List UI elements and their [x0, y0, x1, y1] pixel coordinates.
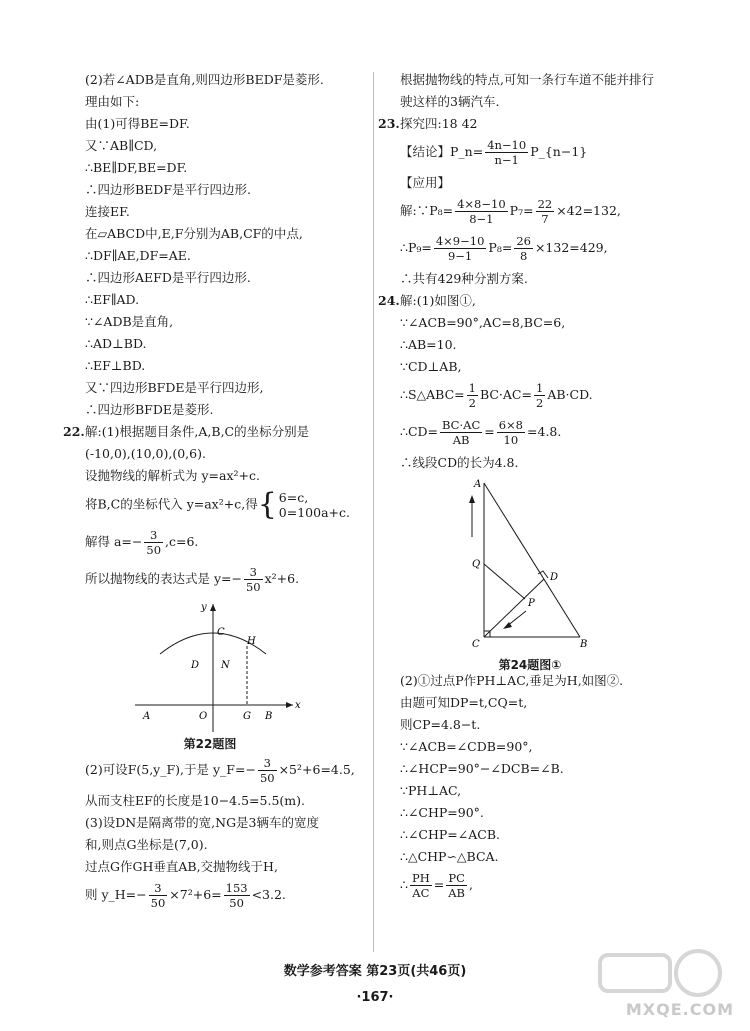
point-p-label: P [528, 598, 535, 609]
q23-solution1: 解:∵P₈= $\frac{4\times 8-10}{8-1}$ P₇= $\frac{22}{7}$ ×42=132, [400, 197, 621, 226]
axis-y-label: y [201, 602, 207, 613]
fraction: $\frac{PC}{AB}$ [448, 871, 465, 900]
fraction: $\frac{4n-10}{n-1}$ [487, 138, 527, 167]
q24-line2: ∵∠ACB=90°,AC=8,BC=6, [400, 315, 566, 330]
q21-line: ∴EF∥AD. [85, 292, 140, 307]
figure-22-caption: 第22题图 [183, 737, 237, 751]
right-column [378, 72, 670, 908]
q24-part2-line3: 则CP=4.8−t. [400, 717, 481, 732]
figure-22 [135, 602, 335, 752]
q21-line: 又∵四边形BFDE是平行四边形, [85, 380, 264, 395]
fraction: $\frac{BC\cdot AC}{AB}$ [442, 418, 481, 447]
fraction: $\frac{153}{50}$ [225, 881, 248, 910]
q24-part2-line1: (2)①过点P作PH⊥AC,垂足为H,如图②. [400, 673, 624, 688]
q22-part3-line4: 则 y_H=− $\frac{3}{50}$ ×7²+6= $\frac{153}{50}$ <3.2. [85, 881, 286, 910]
q22-continued-line2: 驶这样的3辆汽车. [400, 94, 500, 109]
q24-part2-line6: ∵PH⊥AC, [400, 783, 462, 798]
q24-part2-line5: ∴∠HCP=90°−∠DCB=∠B. [400, 761, 564, 776]
page-number: ·167· [356, 990, 394, 1005]
watermark-logo-icon [580, 945, 740, 1005]
left-column [63, 72, 365, 918]
point-b-label: B [580, 639, 588, 650]
origin-label: O [199, 711, 208, 722]
q21-line: ∴AD⊥BD. [85, 336, 147, 351]
q21-line: ∴DF∥AE,DF=AE. [85, 248, 191, 263]
q22-part3-line1: (3)设DN是隔离带的宽,NG是3辆车的宽度 [85, 815, 320, 830]
q23-line1: 23.探究四:18 42 [378, 116, 478, 131]
parabola-diagram [135, 602, 335, 732]
q24-part2-line8: ∴∠CHP=∠ACB. [400, 827, 500, 842]
q22-line3: 设抛物线的解析式为 y=ax²+c. [85, 468, 260, 483]
q22-solve-a: 解得 a=− $\frac{3}{50}$ ,c=6. [85, 528, 199, 557]
point-d-label: D [191, 660, 200, 671]
fraction: $\frac{3}{50}$ [146, 528, 162, 557]
q24-line4: ∵CD⊥AB, [400, 359, 462, 374]
q21-line: (2)若∠ADB是直角,则四边形BEDF是菱形. [85, 72, 324, 87]
brace-symbol: { [257, 487, 277, 522]
fraction: $\frac{PH}{AC}$ [411, 871, 430, 900]
q24-cd-equation: ∴CD= $\frac{BC\cdot AC}{AB}$ = $\frac{6\times 8}{10}$ =4.8. [400, 418, 562, 447]
q24-line1: 24.解:(1)如图①, [378, 293, 476, 308]
q22-number: 22. [63, 424, 85, 439]
q21-line: ∴EF⊥BD. [85, 358, 146, 373]
fraction: $\frac{1}{2}$ [468, 381, 476, 410]
q24-part2-line9: ∴△CHP∽△BCA. [400, 849, 499, 864]
watermark-text: MXQE.COM [625, 1000, 734, 1019]
q21-line: ∴四边形BFDE是菱形. [85, 402, 214, 417]
point-g-label: G [243, 711, 251, 722]
fraction: $\frac{3}{50}$ [259, 756, 275, 785]
point-q-label: Q [472, 559, 481, 570]
column-divider [373, 72, 374, 952]
q21-line: 在▱ABCD中,E,F分别为AB,CF的中点, [85, 226, 303, 241]
q23-solution3: ∴共有429种分割方案. [400, 271, 528, 286]
q22-line1: 22.解:(1)根据题目条件,A,B,C的坐标分别是 [63, 424, 310, 439]
figure-24 [468, 477, 668, 673]
q22-part2: (2)可设F(5,y_F),于是 y_F=− $\frac{3}{50}$ ×5²+6=4.5, [85, 756, 355, 785]
q24-number: 24. [378, 293, 400, 308]
watermark [580, 945, 740, 1025]
q23-number: 23. [378, 116, 400, 131]
q21-line: 理由如下: [85, 94, 140, 109]
point-b-label: B [265, 711, 273, 722]
q24-part2-line2: 由题可知DP=t,CQ=t, [400, 695, 528, 710]
q21-line: ∴四边形BEDF是平行四边形. [85, 182, 251, 197]
point-h-label: H [247, 636, 256, 647]
point-d-label: D [550, 572, 559, 583]
point-a-label: A [143, 711, 151, 722]
q23-solution2: ∴P₉= $\frac{4\times 9-10}{9-1}$ P₈= $\frac{26}{8}$ ×132=429, [400, 234, 608, 263]
point-n-label: N [221, 660, 230, 671]
q24-area-equation: ∴S△ABC= $\frac{1}{2}$ BC·AC= $\frac{1}{2}$ AB·CD. [400, 381, 593, 410]
q21-line: ∴四边形AEFD是平行四边形. [85, 270, 251, 285]
q21-line: 又∵AB∥CD, [85, 138, 158, 153]
q24-part2-ratio: ∴ $\frac{PH}{AC}$ = $\frac{PC}{AB}$ , [400, 871, 473, 900]
fraction: $\frac{3}{50}$ [245, 565, 261, 594]
footer-title: 数学参考答案 第23页(共46页) [283, 964, 467, 979]
q24-part2-line7: ∴∠CHP=90°. [400, 805, 484, 820]
axis-x-label: x [295, 700, 301, 711]
q23-apply: 【应用】 [400, 175, 451, 190]
point-c-label: C [217, 627, 225, 638]
q21-line: ∴BE∥DF,BE=DF. [85, 160, 188, 175]
fraction: $\frac{26}{8}$ [516, 234, 531, 263]
q22-continued-line1: 根据抛物线的特点,可知一条行车道不能并排行 [400, 72, 654, 87]
q21-line: ∵∠ADB是直角, [85, 314, 174, 329]
figure-24-caption: 第24题图① [498, 658, 562, 672]
fraction: $\frac{1}{2}$ [535, 381, 544, 410]
triangle-diagram [468, 477, 668, 653]
point-a-label: A [474, 479, 482, 490]
q24-part2-line4: ∵∠ACB=∠CDB=90°, [400, 739, 533, 754]
q22-line2: (-10,0),(10,0),(0,6). [85, 446, 206, 461]
q22-system: 将B,C的坐标代入 y=ax²+c,得{ 6=c, 0=100a+c. [85, 487, 350, 522]
q22-part3-line2: 和,则点G坐标是(7,0). [85, 837, 208, 852]
fraction: $\frac{3}{50}$ [150, 881, 166, 910]
q22-expression: 所以抛物线的表达式是 y=− $\frac{3}{50}$ x²+6. [85, 565, 300, 594]
q24-line7: ∴线段CD的长为4.8. [400, 455, 519, 470]
point-c-label: C [472, 639, 480, 650]
q21-line: 由(1)可得BE=DF. [85, 116, 190, 131]
q22-part3-line3: 过点G作GH垂直AB,交抛物线于H, [85, 859, 278, 874]
q24-line3: ∴AB=10. [400, 337, 457, 352]
fraction: $\frac{22}{7}$ [537, 197, 553, 226]
q22-part2-line2: 从而支柱EF的长度是10−4.5=5.5(m). [85, 793, 305, 808]
q21-line: 连接EF. [85, 204, 130, 219]
fraction: $\frac{4\times 8-10}{8-1}$ [457, 197, 506, 226]
fraction: $\frac{4\times 9-10}{9-1}$ [435, 234, 485, 263]
q23-conclusion: 【结论】P_n= $\frac{4n-10}{n-1}$ P_{n−1} [400, 138, 588, 167]
fraction: $\frac{6\times 8}{10}$ [498, 418, 524, 447]
